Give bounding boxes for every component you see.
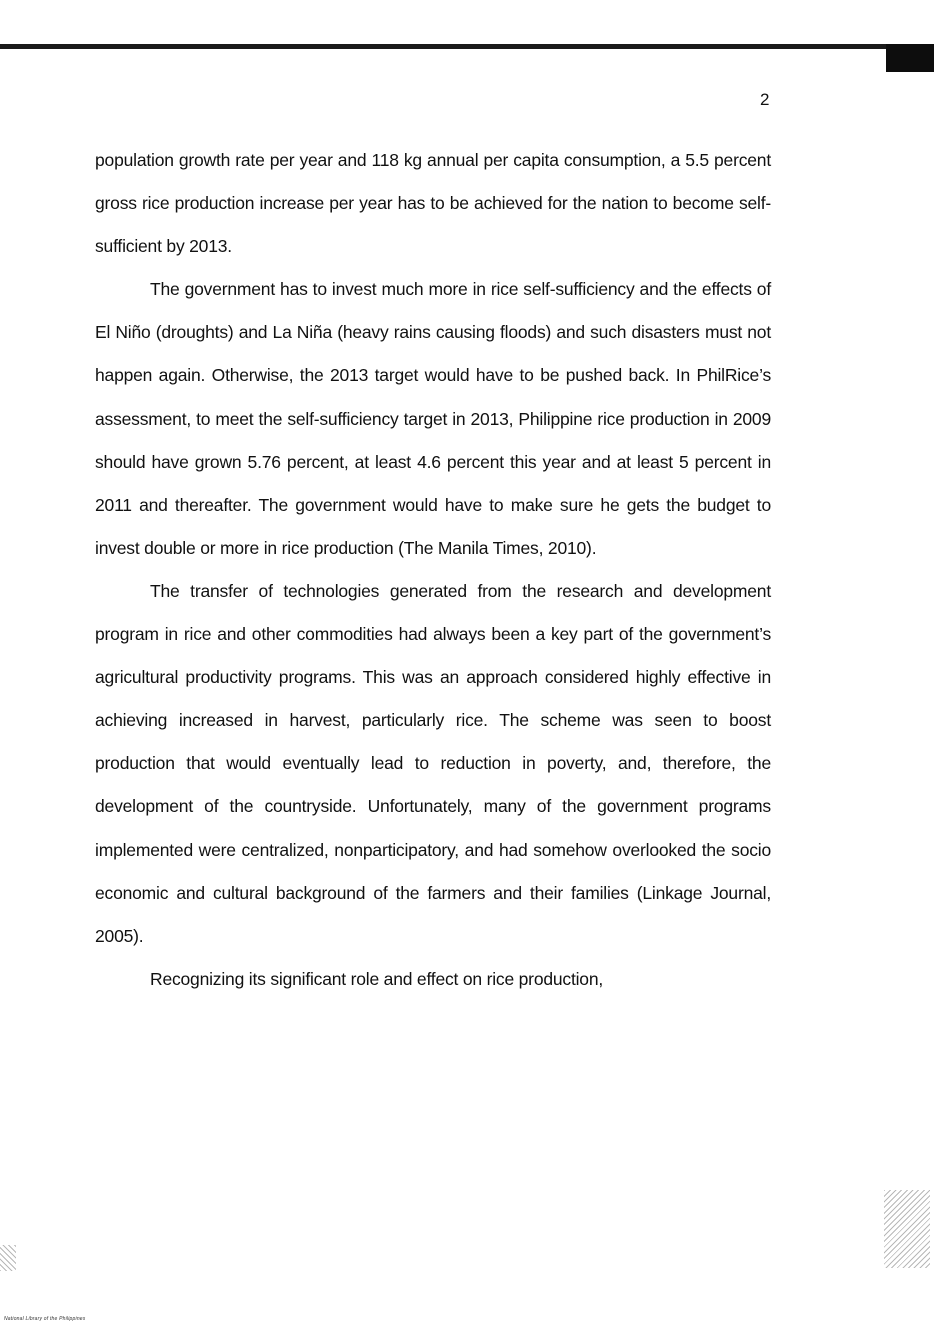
page-number: 2: [760, 90, 770, 109]
scan-noise-left: [0, 1245, 16, 1271]
scan-noise-right: [884, 1190, 930, 1268]
paragraph-technology-transfer: The transfer of technologies generated from the research and development program in rice and other commodities had always been a key part of the government’s agricultural productivity programs. This was an approach considered highly effective in achieving increased in harvest, particularly rice. The scheme was seen to boost production that would eventually lead to reduction in poverty, and, therefore, the development of the countryside. Unfortunately, many of the government programs implemented were centralized, nonparticipatory, and had somehow overlooked the socio economic and cultural background of the farmers and their families (Linkage Journal, 2005).: [95, 580, 771, 946]
scan-top-border: [0, 44, 934, 49]
scan-corner-mark: [886, 44, 934, 72]
library-stamp: National Library of the Philippines: [4, 1316, 86, 1322]
paragraph-recognizing: Recognizing its significant role and effect on rice production,: [150, 968, 604, 989]
paragraph-government-investment: The government has to invest much more in rice self-sufficiency and the effects of El Niño (droughts) and La Niña (heavy rains causing floods) and such disasters must not happen again. Otherwise, the 2013 target would have to be pushed back. In PhilRice’s assessment, to meet the self-sufficiency target in 2013, Philippine rice production in 2009 should have grown 5.76 percent, at least 4.6 percent this year and at least 5 percent in 2011 and thereafter. The government would have to make sure he gets the budget to invest double or more in rice production (The Manila Times, 2010).: [95, 279, 771, 558]
paragraph-continuation: population growth rate per year and 118 kg annual per capita consumption, a 5.5 percent gross rice production increase per year has to be achieved for the nation to become self-sufficient by 2013.: [95, 150, 771, 257]
document-body: [95, 139, 771, 1001]
